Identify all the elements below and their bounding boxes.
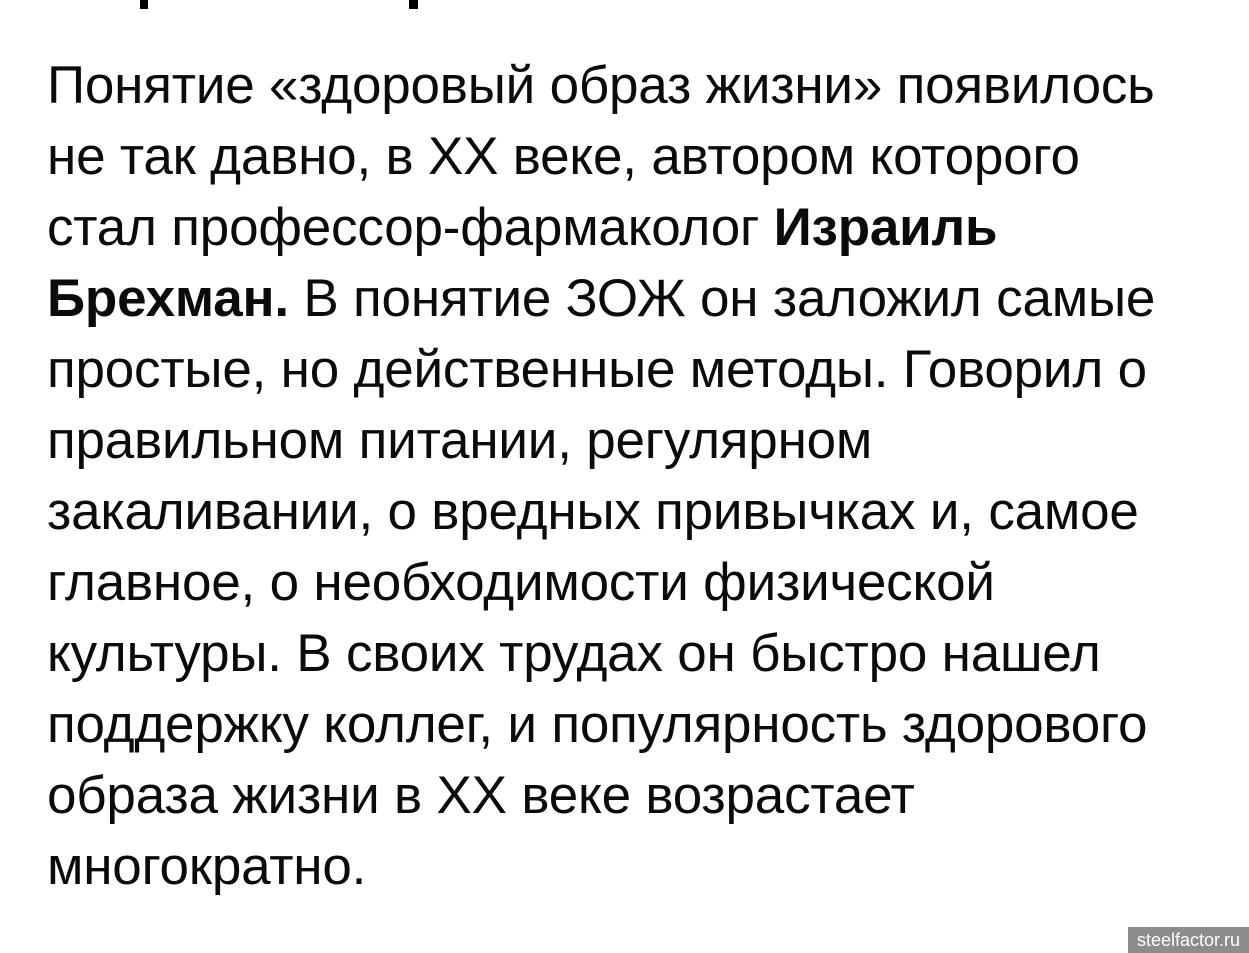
paragraph-line (47, 760, 1222, 831)
paragraph-text: В понятие ЗОЖ он заложил самые (288, 269, 1156, 328)
paragraph-line (47, 547, 1222, 618)
paragraph-line (47, 689, 1222, 760)
cropped-heading-descender-right (409, 0, 418, 9)
bold-author-name: Израиль (773, 198, 998, 257)
paragraph-text: Понятие «здоровый образ жизни» появилось (47, 56, 1155, 115)
bold-author-name: Брехман. (47, 269, 289, 328)
paragraph-text: стал профессор-фармаколог (47, 198, 774, 257)
paragraph-line (47, 121, 1222, 192)
cropped-heading-descender-left (140, 0, 148, 9)
paragraph-text: главное, о необходимости физической (47, 553, 995, 612)
watermark-label: steelfactor.ru (1128, 927, 1249, 953)
paragraph-line (47, 263, 1222, 334)
paragraph-text: многократно. (47, 837, 367, 896)
paragraph-line (47, 334, 1222, 405)
paragraph-line (47, 405, 1222, 476)
paragraph-text: закаливании, о вредных привычках и, самое (47, 482, 1139, 541)
paragraph-line (47, 476, 1222, 547)
paragraph-text: культуры. В своих трудах он быстро нашел (47, 624, 1101, 683)
paragraph-line (47, 192, 1222, 263)
article-paragraph (47, 50, 1222, 902)
paragraph-line (47, 50, 1222, 121)
paragraph-text: образа жизни в XX веке возрастает (47, 766, 915, 825)
paragraph-line (47, 831, 1222, 902)
paragraph-text: правильном питании, регулярном (47, 411, 873, 470)
paragraph-line (47, 618, 1222, 689)
paragraph-text: поддержку коллег, и популярность здорового (47, 695, 1148, 754)
paragraph-text: не так давно, в XX веке, автором которого (47, 127, 1080, 186)
paragraph-text: простые, но действенные методы. Говорил о (47, 340, 1147, 399)
